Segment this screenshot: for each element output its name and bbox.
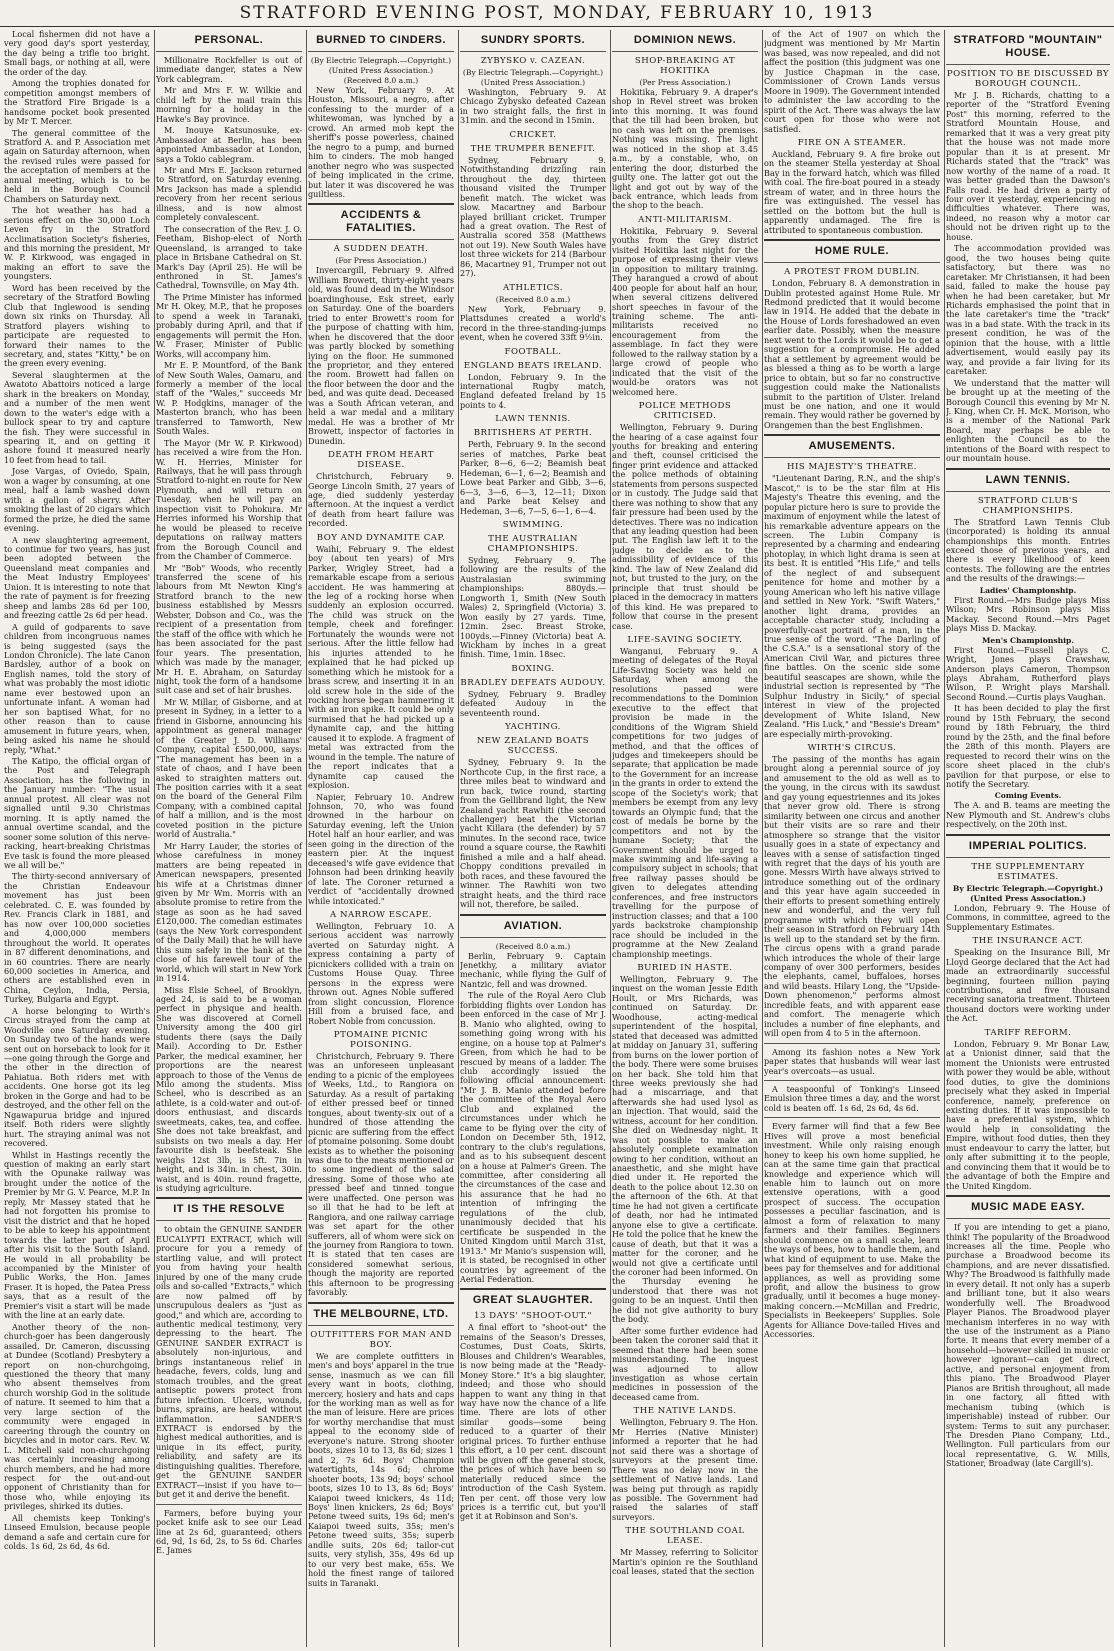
paragraph: M. Inouye Katsunosuke, ex-Ambassador at Berlin, has been appointed Ambassador at London, says a Tokio cablegram. [156,125,302,164]
paragraph: Wellington, February 9. The inquest on the woman Jessie Edith Hoult, or Mrs Richards, was continued on Saturday. Dr. Woodhouse, acting-medical superintendent of the hospital, stated that deceased was admitted at midday on January 31, suffering from burns on the lower portion of the body. There were some bruises on her back. She told him that three weeks previously she had had a miscarriage, and that afterwards she had used lysol as an injection. That would, said the witness, account for her condition. She died on Wednesday night. It was not possible to make an absolutely complete examination owing to her condition, without an anaesthetic, and she might have died under it. He reported the death to the police about 12.30 on the afternoon of the 6th. At that time he had not given a certificate of death, nor had he intimated anyone else to give a certificate. He told the police that he knew the cause of death, but that it was a matter for the coroner, and he would not give a certificate until the coroner had been informed. On the Thursday evening he understood that there was not going to be an inquest. Until then he did not give authority to bury the body. [612,973,758,1325]
divider [764,457,940,458]
subheading: FIRE ON A STEAMER. [797,137,907,148]
subheading: POLICE METHODS CRITICISED. [638,401,732,422]
divider [308,239,454,240]
column-dominion-news [612,30,763,1647]
subheading: OUTFITTERS FOR MAN AND BOY. [310,1329,452,1350]
advert-heading-melbourne: THE MELBOURNE, LTD. [313,1307,449,1320]
subheading: Ladies' Championship. [979,585,1077,595]
advert-heading-music: MUSIC MADE EASY. [971,1201,1085,1214]
advert-text: A teaspoonful of Tonking's Linseed Emulsion three times a day, and the worst cold is beaten off. 1s 6d, 2s 6d, 4s 6d. [764,1083,940,1113]
subheading: THE AUSTRALIAN CHAMPIONSHIPS. [487,533,579,554]
paragraph: The thirty-second anniversary of the Christian Endeavour movement has just been celebrated. C. E. was founded by Rev. Francis Clark in 1881, and has now over 100,000 societies and 4,000,000 members throughout the world. It operates in 87 different denominations, and in 60 countries. There are nearly 60,000 societies in America, and others are established even in China, Ceylon, India, Persia, Turkey, Bulgaria and Egypt. [4,871,150,1005]
paragraph: Invercargill, February 9. Alfred William Browett, thirty-eight years old, was found dead in the Windsor boardinghouse, Esk street, early on Saturday. One of the boarders tried to enter Browett's room for the purpose of chatting with him, when he discovered that the door was partly blocked by something lying on the floor. He summoned the proprietor, and they entered the room. Browett had fallen on the floor between the door and the bed, and was quite dead. Deceased was a South African veteran, and held a war medal and a military medal. He was a brother of Mr Browett, inspector of factories in Dunedin. [308,265,454,446]
received-time: (Received 8.0 a.m.) [343,76,419,85]
divider [946,1218,1110,1219]
divider [460,914,606,916]
subheading: BRITISHERS AT PERTH. [473,428,593,439]
divider [764,434,940,436]
subheading: LIFE-SAVING SOCIETY. [627,635,743,646]
column-burned-to-cinders [308,30,459,1647]
subheading: CRICKET. [509,129,557,140]
paragraph: Washington, February 9. At Chicago Zybysko defeated Cazean in two straight falls, the first in 31min. and the second in 15min. [460,87,606,126]
paragraph: Mr Massey, referring to Solicitor Martin's opinion re the Southland coal leases, stated that the section [612,1547,758,1577]
column-home-rule-amusements [764,30,945,1647]
paragraph: All chemists keep Tonking's Linseed Emulsion, because people demand a safe and certain cure for colds. 1s 6d, 2s 6d, 4s 6d. [4,1512,150,1552]
paragraph: Wanganui, February 9. A meeting of delegates of the Royal Life-Saving Society was held on Saturday, when among the resolutions passed were recommendations to the Dominion executive to the effect that provision be made in the conditions of the Wigram Shield competitions for two judges of method, and that the offices of judges and timekeepers should be separate; that application be made to the Government for an increase in the grants in order to extend the scope of the Society's work; that members be exempt from any levy towards an Olympic fund; that the cost of medals be borne by the competitors and not by the humane Society; that the Government should be urged to make swimming and life-saving a compulsory subject in schools; that free railway passes should be given to delegates attending conferences, and free instructors travelling for the purpose of instruction classes; and that a 100 yards backstroke championship race should be included in the programme at the New Zealand championship meetings. [612,646,758,959]
subheading: THE INSURANCE ACT. [972,936,1084,947]
subheading: NEW ZEALAND BOATS SUCCESS. [476,736,590,757]
paragraph: Local fishermen did not have a very good day's sport yesterday, the day being a trifle too bright. Small bags, or nothing at all, were the order of the day. [4,30,150,77]
subheading: THE SOUTHLAND COAL LEASE. [625,1526,745,1547]
section-heading-mountain-house: STRATFORD "MOUNTAIN" HOUSE. [953,34,1103,59]
advert-text: If you are intending to get a piano, think! The popularity of the Broadwood increases all the time. People who purchase a Broadwood become its champions, and are never dissatisfied. Why? The Broadwood is faithfully made in every detail. It not only has a superb and brilliant tone, but it also wears wonderfully well. The Broadwood Player Pianos. The Broadwood player mechanism interferes in no way with the use of the instrument as a Piano forte. It means that every member of a household—however skilled in music or however ignorant—can get direct, active, and personal enjoyment from this piano. The Broadwood Player Pianos are British throughout, all made in one factory, all fitted with mechanism tubing (which is imperishable) instead of rubber. Our system: Terms to suit any purchaser. The Dresden Piano Company, Ltd., Wellington. Full particulars from our local representative, G. W. Mills, Stationer, Broadway (late Cargill's). [946,1222,1110,1469]
divider [764,1080,940,1081]
subheading: THE TRUMPER BENEFIT. [470,143,596,154]
subheading: 13 DAYS' "SHOOT-OUT." [474,1311,592,1322]
paragraph: "Lieutenant Daring, R.N., and the ship's Mascot," is to be the star film at His Majesty's Theatre this evening, and the popular picture hero is sure to provide the maximum of enjoyment while the latest of his remarkable adventure appears on the screen. The Lubin Company is represented by a charming and endearing photoplay, in which light drama is seen at its best. It is entitled "His Life," and tells of the neglect of and subsequent penitence for home and mother by a young American who left his native village and settled in New York. "Swift Waters," another light drama, provides an acceptable character study, including a powerfully-cast portrait of a man, in the true sense of the word. "The Darling of the C.S.A." is a sensational story of the American Civil War, and pictures three fine battles. On the scenic side some beautiful seascapes are shown, while the industrial section is represented by "The Sulphur Industry in Sicily," of special interest in view of the projected development of White Island, New Zealand. "His Luck," and "Bessie's Dream" are especially mirth-provoking. [764,473,940,739]
paragraph: New York, February 9. At Houston, Missouri, a negro, after confessing to the murder of a whitewoman, was lynched by a crowd. An armed mob kept the sheriff's posse powerless, chained the negro to a pump, and burned him to cinders. The mob hanged another negro who was suspected of being implicated in the crime, but later it was discovered he was guiltless. [308,85,454,199]
paragraph: It has been decided to play the first round by 15th February, the second round by 18th February, the third round by the 25th, and the final before the 28th of this month. Players are requested to record their wins on the score sheet placed in the club's pavilion for that purpose, or else to notify the Secretary. [946,703,1110,789]
subheading: BRADLEY DEFEATS AUDOUY. [460,677,606,688]
paragraph: The consecration of the Rev. J. O. Feetham, Bishop-elect of North Queensland, is arranged to take place in Brisbane Cathedral on St. Mark's Day (April 25). He will be enthroned in St. James's Cathedral, Townsville, on May 4th. [156,223,302,291]
divider [946,468,1110,470]
divider [460,937,606,938]
subheading: DEATH FROM HEART DISEASE. [328,450,434,471]
column-mountain-house [946,30,1110,1647]
paragraph: Sydney, February 9. In the Northcote Cup, in the first race, a three miles beat to windward and run back, twice round, starting from the Gellibrand light, the New Zealand yacht Rawhiti (the second challenger) beat the Victorian yacht Killara (the defender) by 57 minutes. In the second race, twice round a square course, the Rawhiti finished a mile and a half ahead. Choppy conditions prevailed in both races, and these favoured the winner. The Rawhiti won two straight heats, and the third race will not, therefore, be sailed. [460,757,606,910]
paragraph: Whilst in Hastings recently the question of making an early start with the Opunake railway was brought under the notice of the Premier by Mr G. V. Pearce, M.P. In reply, Mr Massey stated that he had not forgotten his promise to visit the district and that he hoped to be able to keep his appointment towards the latter part of April after his visit to the South Island. He would in all probability be accompanied by the Minister of Public Works, the Hon. James Fraser. It is hoped, the Patea Press says, that as a result of the Premier's visit a start will be made with the line at an early date. [4,1149,150,1321]
paragraph: Mr E. P. Mountford, of the Bank of New South Wales, Oamaru, and formerly a member of the local staff of the "Wales," succeeds Mr W. P. Hodgkins, manager of the Masterton branch, who has been transferred to Tamworth, New South Wales. [156,360,302,437]
subheading: HIS MAJESTY'S THEATRE. [787,462,917,473]
paragraph: The Katipo, the official organ of the Post and Telegraph Association, has the following in the January number: "The usual annual protest. All clear was not signalled until 9.30 Christmas morning. It is aptly named the annual overtime scandal, and the sooner some solution of this nerve-racking, heart-breaking Christmas Eve task is found the more pleased we all will be." [4,755,150,870]
paragraph: A guild of godparents to save children from incongruous names is being suggested (says the London Chronicle). The late Canon Bardsley, author of a book on English names, told the story of what was probably the most idiotic name ever bestowed upon an unfortunate infant. A woman had her son baptised What, for no other reason than to cause amusement in future years, when, being asked his name he should reply, "What." [4,621,150,755]
section-heading-personal: PERSONAL. [194,34,264,46]
divider [308,203,454,205]
paragraph: Sydney, February 9. Notwithstanding drizzling rain throughout the day, thirteen thousand visited the Trumper benefit match. The wicket was slow. Macartney and Barbour played brilliant cricket. Trumper had a great ovation. The Rest of Australia scored 358 (Matthews not out 19). New South Wales have lost three wickets for 214 (Barbour 86, Macartney 91, Trumper not out 27). [460,154,606,279]
press-credit: (Per Press Association.) [639,78,731,87]
paragraph: Mr Harry Lauder, the stories of whose carefulness in money matters are being repeated in American newspapers, presented his wife at a Christmas dinner given by Mr Wm. Morris with an absolute promise to retire from the stage as soon as he had saved £120,000. The comedian estimates (says the New York correspondent of the Daily Mail) that he will have this sum safely in the bank at the close of his farewell tour of the world, which will start in New York in 1914. [156,840,302,984]
subheading: BOY AND DYNAMITE CAP. [316,532,446,543]
paragraph: London, February 9. The House of Commons, in committee, agreed to the Supplementary Estimates. [946,902,1110,932]
paragraph: First Round.—Mrs Budge plays Miss Wilson; Mrs Robinson plays Miss Mackay. Second Round.—Mrs Paget plays Miss D. Mackay. [946,594,1110,634]
paragraph: Word has been received by the secretary of the Stratford Bowling Club that Inglewood is sending down six rinks on Thursday. All Stratford players wishing to participate are requested to forward their names to the secretary, and, states "Kitty," be on the green every evening. [4,282,150,369]
paragraph: Speaking on the Insurance Bill, Mr Lloyd George declared that the Act had made an extraordinarily successful beginning, fourteen million paying contributions, and five thousand receiving sanatoria treatment. Thirteen thousand doctors were working under the Act. [946,947,1110,1024]
paragraph: Among the trophies donated for competition amongst members of the Stratford Fire Brigade is a handsome pocket book presented by Mr T. Mercer. [4,78,150,127]
section-heading-accidents: ACCIDENTS & FATALITIES. [340,209,422,235]
subheading: LAWN TENNIS. [495,414,571,425]
advert-text: to obtain the GENUINE SANDER EUCALYPTI EXTRACT, which will procure for you a remedy of startling value, and will protect you from having your health injured by one of the many crude oils and so-called "Extracts," which are now palmed off by unscrupulous dealers as "just as good," and which are, according to authentic medical testimony, very depressing to the heart. The GENUINE SANDER EXTRACT is absolutely non-injurious, and brings instantaneous relief in headache, fevers, colds, lung and stomach troubles, and the great antiseptic powers protect from future infection. Ulcers, wounds, burns, sprains, are healed without inflammation. SANDER'S EXTRACT is endorsed by the highest medical authorities, and is unique in its effect, purity, reliability, and safety are its distinguishing qualities. Therefore, get the GENUINE SANDER EXTRACT—insist if you have to—but get it and derive the benefit. [156,1224,302,1500]
subheading: BURIED IN HASTE. [637,962,733,973]
divider [460,1288,606,1290]
paragraph: The passing of the months has again brought along a perennial source of joy and amusement to the old as well as to the young, in the circus with its sawdust and gay young equestriennes and its jokes that never grow old. There is strong similarity between one circus and another but their visits are so rare and their atmosphere so strange that the visitor usually goes in a state of expectancy and leaves with a sense of satisfaction tinged with regret that the days of his youth are gone. Messrs Wirth have always strived to introduce something out of the ordinary and this year have again succeeded in their efforts to present something entirely new and wonderful, and the very full programme with which they will open their season in Stratford on February 14th is well up to the standard set by the firm. The circus opens with a grand parade which introduces the whole of their large company of over 300 performers, besides the elephants, camel, buffaloes, horses and wild beasts. Hilary Long, the "Upside-Down phenomenon," performs almost incredible feats, and with apparent ease and comfort. The menagerie which includes a number of fine elephants, and will open from 4 to 5 in the afternoon. [764,754,940,1039]
column-local-notes [4,30,155,1647]
paragraph: Berlin, February 9. Captain Jenetkhy, a military aviator mechanic, while flying the Gulf of Nantzic, fell and was drowned. [460,950,606,989]
paragraph: of the Act of 1907 on which the judgment was mentioned by Mr Martin was based, was now repealed, and did not affect the position (this judgment was one by Justice Chapman in the case, Commissioner of Crown Lands versus Moore in 1909). The Government intended to administer the law according to the spirit of the Act. There was always the law court open for those who were not satisfied. [764,30,941,134]
paragraph: The Prime Minister has informed Mr H. Okey, M.P., that he proposes to spend a week in Taranaki, probably during April, and that if engagements will permit the Hon. W. Fraser, Minister of Public Works, will accompany him. [156,291,302,359]
paragraph: Mr and Mrs E. Jackson returned to Stratford, on Saturday evening. Mrs Jackson has made a splendid recovery from her recent serious illness, and is now almost completely convalescent. [156,164,302,223]
advert-heading-resolve: IT IS THE RESOLVE [173,1203,285,1216]
subheading: ANTI-MILITARISM. [638,214,732,225]
advert-text: Farmers, before buying your pocket knife ask to see our Lead line at 2s 6d, guaranteed; others 6d, 9d, 1s 6d, 2s, to 5s 6d. Charles E. James [156,1507,302,1556]
divider [308,1325,454,1326]
paragraph: New York, February 9. Plattsdunes created a world's record in the three-standing-jumps event, when he covered 33ft 9½in. [460,303,606,343]
subheading: A SUDDEN DEATH. [333,244,429,255]
paragraph: Wellington, February 9. The Hon. Mr Herries (Native Minister) informed a reporter that he had not said there was a shortage of surveyors at the present time. There was no delay now in the settlement of Native lands. Land was being put through as rapidly as possible. The Government had raised the salaries of staff surveyors. [612,1417,758,1522]
divider [156,1197,302,1199]
newspaper-columns [4,30,1110,1647]
paragraph: Miss Elsie Scheel, of Brooklyn, aged 24, is said to be a woman perfect in physique and health. She was discovered at Cornell University among the 400 girl students there (says the Daily Mail). According to Dr. Esther Parker, the medical examiner, her proportions are the nearest approach to those of the Venus de Milo among the students. Miss Scheel, who is described as an athlete, is a cold-water and out-of-doors enthusiast, and discards sweetmeats, cakes, tea, and coffee. She does not take breakfast, and subsists on two meals a day. Her favourite dish is beefsteak. She weighs 12st 3lb, is 5ft. 7in in height, and is 34in. in chest, 30in. waist, and is 40in. round fragette, is studying agriculture. [156,984,302,1194]
paragraph: Christchurch, February 9. George Lincoln Smith, 27 years of age, died suddenly yesterday afternoon. At the inquest a verdict of death from heart failure was recorded. [308,471,454,529]
section-heading-aviation: AVIATION. [503,919,563,932]
paragraph: Several slaughtermen at the Awatoto Abattoirs noticed a large shark in the breakers on Monday, and a number of the men went down to the water's edge with a bullock spear to try and capture the fish. They were successful in spearing it, and on getting it ashore found it measured nearly 10 feet from head to tail. [4,369,150,465]
section-heading-home-rule: HOME RULE. [814,245,890,258]
telegraph-credit: By Electric Telegraph.—Copyright.) [952,883,1104,893]
divider [156,1220,302,1221]
divider [764,239,940,241]
subheading: SWIMMING. [502,519,564,530]
subheading: Men's Championship. [982,635,1074,645]
masthead: STRATFORD EVENING POST, MONDAY, FEBRUARY 10, 1913 [0,0,1114,27]
section-heading-sports: SUNDRY SPORTS. [480,34,586,46]
paragraph: Among its fashion notes a New York paper states that husbands will wear last year's overcoats—as usual. [764,1046,940,1076]
section-heading-amusements: AMUSEMENTS. [808,440,896,453]
subheading: A PROTEST FROM DUBLIN. [784,267,920,278]
paragraph: The Mayor (Mr W. P. Kirkwood) has received a wire from the Hon. W. H. Herries, Minister for Railways, that he will pass through Stratford to-night en route for New Plymouth, and will return on Tuesday, when he will pay an inspection visit to Pohokura. Mr Herries informed his Worship that he would be pleased to receive deputations on railway matters from the Borough Council and from the Chamber of Commerce. [156,437,302,562]
paragraph: We understand that the matter will be brought up at the meeting of the Borough Council this evening by Mr N. J. King, when Cr. H. McK. Morison, who is a member of the National Park Board, may perhaps be able to enlighten the Council as to the intentions of the Board with respect to our mountain house. [946,377,1110,464]
subheading: STRATFORD CLUB'S CHAMPIONSHIPS. [977,495,1079,516]
received-time: (Received 8.0 a.m.) [495,941,571,951]
divider [156,51,302,52]
paragraph: Sydney, February 9. The following are the results of the Australasian swimming championships: 880yds.—Longworth 1, Smith (New South Wales) 2, Springfield (Victoria) 3. Won easily by 27 yards. Time, 12min. 2sec. Breast Stroke, 100yds.—Finney (Victoria) beat A. Wickham by inches in a great finish. Time, 1min. 18sec. [460,554,606,660]
telegraph-credit: (United Press Association.) [970,893,1086,903]
paragraph: The accommodation provided was good, the two houses being quite satisfactory, but there was no caretaker. Mr Christiansen, it had been said, failed to make the house pay when he had been caretaker, but Mr Richards emphasised the point that in the late caretaker's time the "track" was in a bad state. With the track in its present condition, he was of the opinion that the house, with a little advertisement, would easily pay its way, and provide a fair living for its caretaker. [946,243,1110,377]
paragraph: Waihi, February 9. The eldest boy (about ten years) of Mrs Parker, Wrigley Street, had a remarkable escape from a serious accident. He was hammering at the leg of a rocking horse when suddenly an explosion occurred. The child was struck on the temple, cheek and forefinger. Fortunately the wounds were not serious. After the little fellow had his injuries attended to he explained that he had picked up something which he mistook for a brass screw, and inserting it in an old screw hole in the side of the rocking horse began hammering it with an iron spike. It could be only surmised that he had picked up a dynamite cap, and the hitting caused it to explode. A fragment of metal was extracted from the wound in the temple. The nature of the report indicates that a dynamite cap caused the explosion. [308,543,454,791]
subheading: PTOMAINE PICNIC POISONING. [333,1029,429,1050]
telegraph-credit: (United Press Association.) [480,78,586,87]
divider [764,1117,940,1118]
subheading: ATHLETICS. [503,282,563,293]
advert-text: We are complete outfitters in men's and boys' apparel in the true sense, inasmuch as we can fill every want in boots, clothing, mercery, hosiery and hats and caps for the working man as well as for the man of leisure. Here are prices for worthy merchandise that must appeal to the economy side of everyone's nature. Strong shooter boots, sizes 10 to 13, 8s 6d; sizes 1 and 2, 7s 6d. Boys' Champion watertights, 14s 6d; chrome shooter boots, 13s 9d; boys' school boots, sizes 10 to 13, 8s 6d; Boys' Kaiapoi tweed knickers, 4s 11d; Boys' linen knickers, 2s 6d; Boys' Petone tweed suits, 19s 6d; men's Kaiapoi tweed suits, 35s; men's Petone tweed suits, 35s; superb andlle suits, 20s 6d; tailor-cut suits, very stylish, 35s, 49s 6d up to our very best make, 65s. We hold the finest range of tailored suits in Taranaki. [308,1350,454,1588]
paragraph: A horse belonging to Wirth's Circus strayed from the camp at Woodville one Saturday evening. On Sunday two of the hands were sent out on horseback to look for it—one going through the Gorge and the other in the direction of Pahiatua. Both riders met with accidents. One horse got its leg broken in the Gorge and had to be destroyed, and the other fell on the Ngawapurua bridge and injured itself. Both riders were slightly hurt. The straying animal was not recovered. [4,1005,150,1149]
paragraph: Napier, February 10. Andrew Johnson, 70, who was found drowned in the harbour on Saturday evening, left the Union Hotel half an hour earlier, and was seen going in the direction of the eastern pier. At the inquest deceased's wife gave evidence that Johnson had been drinking heavily of late. The Coroner returned a verdict of "accidentally drowned while intoxicated." [308,791,454,906]
section-heading-dominion: DOMINION NEWS. [633,34,737,46]
subheading: FOOTBALL. [504,346,562,357]
divider [156,1504,302,1505]
subheading: POSITION TO BE DISCUSSED BY BOROUGH COUNCIL. [946,69,1110,89]
paragraph: Hokitika, February 9. A draper's shop in Revel street was broken into this morning. It was found that the till had been broken, but no cash was left on the premises. Nothing was missing. The light was noticed in the shop at 3.45 a.m., by a constable, who, on entering the door, disturbed the guilty one. The latter got out the light and got out by way of the back entrance, which leads from the shop to the beach. [612,87,758,211]
paragraph: Perth, February 9. In the second series of matches, Parke beat Parker, 8—6, 6—2; Beamish beat Hedeman, 6—1, 6—2; Beamish and Lowe beat Parker and Gibb, 3—6, 6—3, 3—6, 6—3, 12—11; Dixon and Parke beat Kelsey and Hedeman, 3—6, 7—5, 6—1, 6—4. [460,439,606,516]
paragraph: London, February 9. Mr Bonar Law, at a Unionist dinner, said that the moment the Unionists were entrusted with power they would be able, without food duties, to give the dominions precisely what they asked in Imperial conference, namely, preference on existing duties. If it was impossible to have a preferential system, which would help in consolidating the Empire, without food duties, then they must endeavour to carry the latter, but only after submitting it to the people, and convincing them that it would be to the advantage of both the Empire and the United Kingdom. [946,1038,1110,1191]
paragraph: The A. and B. teams are meeting the New Plymouth and St. Andrew's clubs respectively, on the 20th inst. [946,800,1110,830]
paragraph: London, February 9. In the international Rugby match, England defeated Ireland by 15 points to 4. [460,371,606,410]
paragraph: The hot weather has had a serious effect on the 30,000 Loch Leven fry in the Stratford Acclimatisation Society's fisheries, and this morning the president, Mr W. P. Kirkwood, was engaged in making an effort to save the youngsters. [4,205,150,282]
divider [764,1043,940,1044]
paragraph: Another theory of the non-church-goer has been dangerously assailed. Dr. Cameron, discussing at Dundee (Scotland) Presbytery a report on non-churchgoing, questioned the theory that many who absent themselves from church worship God in the solitude of nature. It seemed to him that a very large section of the community were engaged in careering through the country on bicycles and in motor cars. Rev. W. L. Mitchell said non-churchgoing was certainly increasing among church members, and he had more respect for the out-and-out opponent of Christianity than for those who, while enjoying its privileges, shirked its duties. [4,1321,150,1512]
subheading: ENGLAND BEATS IRELAND. [463,360,603,371]
advert-heading-slaughter: GREAT SLAUGHTER. [472,1294,594,1307]
column-sundry-sports [460,30,611,1647]
column-personal [156,30,307,1647]
divider [946,64,1110,65]
paragraph: A new slaughtering agreement, to continue for two years, has just been adopted between the Queensland meat companies and the Meat Industry Employees' Union. It is interesting to note that the rate of payment is for freezing sheep and lambs 28s 6d per 100, and freezing cattle 2s 6d per head. [4,534,150,621]
paragraph: Jose Vargas, of Oviedo, Spain, won a wager by consuming, at one meal, half a lamb washed down with a gallon of sherry. After smoking the last of 20 cigars which formed the prize, he died the same evening. [4,466,150,534]
section-heading-imperial-politics: IMPERIAL POLITICS. [968,839,1088,852]
advert-text: Every farmer will find that a few Bee Hives will prove a most beneficial investment. While only raising enough honey to keep his own home supplied, he can at the same time gain that practical knowledge and experience which will enable him to launch out on more extensive operations, with a good prospect of success. The occupation possesses a peculiar fascination, and is almost a form of relaxation to many farmers and their families. Beginners should commence on a small scale, learn the ways of bees, how to handle them, and what kind of equipment to use. Make the bees pay for themselves and for additional appliances, as well as providing some profit, and allow the business to grow gradually, until it becomes a huge money-making concern.—McMillan and Fredric, Specialists in Beekeepers' Supplies. Sole Agents for Alliance Dove-tailed Hives and Accessories. [764,1121,940,1340]
divider [308,1302,454,1304]
divider [460,51,606,52]
divider [764,262,940,263]
paragraph: The Stratford Lawn Tennis Club (incorporated) is holding its annual championships this month. Entries exceed those of previous years, and there is every likelihood of keen contests. The following are the entries and the results of the drawings:— [946,516,1110,584]
divider [612,51,758,52]
paragraph: Wellington, February 9. During the hearing of a case against four youths for breaking and entering and theft, counsel criticised the finger print evidence and attacked the police methods of obtaining statements from persons suspected or in custody. The Judge said that there was nothing to show that any fair pressure had been used by the detectives. There was no indication that any leading question had been put. The English law left it to the judge to decide as to the admissibility of evidence of this kind. The law of New Zealand did not, but trusted to the jury, on the principle that trust should be placed in the democracy in matters of this kind. He was prepared to follow that course in the present case. [612,422,758,631]
subheading: BOXING. [511,663,555,674]
divider [946,834,1110,836]
section-heading-burned: BURNED TO CINDERS. [316,34,446,46]
paragraph: First Round.—Fussell plays C. Wright, Jones plays Crawshaw, Anderson plays Cameron, Thompson plays Abraham, Rutherford plays Wilson, P. Wright plays Marshall. Second Round.—Curtis plays Vaughan. [946,644,1110,702]
subheading: Coming Events. [994,791,1062,801]
press-credit: (For Press Association.) [335,256,427,266]
section-heading-lawn-tennis: LAWN TENNIS. [985,473,1071,486]
subheading: THE NATIVE LANDS. [633,1406,737,1417]
subheading: A NARROW ESCAPE. [330,909,432,920]
divider [946,491,1110,492]
paragraph: Wellington, February 10. A serious accident was narrowly averted on Saturday night. A express containing a party of picnickers collided with a train on Customs House Quay. Three persons in the express were thrown out. Agnes Noble suffered from slight concussion, Florence Hill from a bruised face, and Robert Noble from concussion. [308,920,454,1026]
paragraph: Christchurch, February 9. There was an unforeseen unpleasant ending to a picnic of the employees of Weeks, Ltd., to Rangiora on Saturday. As a result of partaking of either pressed beef or tinned tongues, about twenty-six out of a hundred of those attending the picnic are suffering from the effect of ptomaine poisoning. Some doubt exists as to whether the poisoning was due to the meats mentioned or to some ingredient of the salad dressing. Some of those who ate pressed beef and tinned tongue were unaffected. One person was so ill that he had to be left at Rangiora, and one railway carriage was set apart for the other sufferers, all of whom were sick on the journey from Rangiora to town. It is stated that ten cases are considered somewhat serious, though the majority are reported this afternoon to be progressing favorably. [308,1050,454,1298]
subheading: ZYBYSKO v. CAZEAN. [480,56,586,66]
paragraph: The rule of the Royal Aero Club forbidding flights over London has been enforced in the case of Mr J. B. Manio who alighted, owing to something going wrong with his engine, on a house top at Palmer's Green, from which he had to be rescued by means of a ladder. The club accordingly issued the following official announcement: "Mr J. B. Manio attended before the committee of the Royal Aero Club and explained the circumstances under which he came to be flying over the city of London on December 5th, 1912, contrary to the club's regulations, and as to his subsequent descent on a house at Palmer's Green. The committee, after considering all the circumstances of the case and his assurance that he had no intention of infringing the regulations of the club, unanimously decided that his certificate be suspended in the United Kingdom until March 31st, 1913." Mr Manio's suspension will, it is stated, be recognised in other countries by agreement of the Aerial Federation. [460,990,606,1284]
subheading: THE SUPPLEMENTARY ESTIMATES. [971,861,1085,882]
received-time: (Received 8.0 a.m.) [495,294,571,304]
paragraph: The general committee of the Stratford A. and P. Association met again on Saturday afternoon, when the revised rules were passed for the acceptation of members at the annual meeting, which is to be held in the Borough Council Chambers on Saturday next. [4,127,150,204]
subheading: TARIFF REFORM. [984,1027,1072,1038]
telegraph-credit: (By Electric Telegraph.—Copyright.) [462,68,604,77]
divider [308,51,454,52]
divider [946,1195,1110,1197]
paragraph: Hokitika, February 9. Several youths from the Grey district visited Hokitika last night for the purpose of expressing their views in opposition to military training. They harangued a crowd of about 400 people for about half an hour, when several citizens delivered short speeches in favour of the training scheme. The anti-militarists received no encouragement from the assemblage. In fact they were followed to the railway station by a large crowd of people who indicated that the visit of the would-be orators was not welcomed here. [612,225,758,397]
paragraph: Mr "Bob" Woods, who recently transferred the scene of his labours from Mt Newton King's Stratford branch to the new business established by Messrs Webster, Dobson and Co., was the recipient of a presentation from the staff of the office with which he has been associated for the past four years. The presentation, which was made by the manager, Mr H. E. Abraham, on Saturday night, took the form of a handsome suit case and set of hair brushes. [156,562,302,696]
subheading: SHOP-BREAKING AT HOKITIKA [634,56,736,76]
paragraph: Millionaire Rockfeller is out of immediate danger, states a New York cablegram. [156,55,302,84]
paragraph: Mr J. B. Richards, chatting to a reporter of the "Stratford Evening Post" this morning, referred to the Stratford Mountain House, and remarked that it was a very great pity that the house was not made more popular than it is at present. Mr Richards stated that the "track" was now worthy of the name of a road. It was better graded than the Dawson's Falls road. He had driven a party of four over it yesterday, experiencing no difficulties whatever. There was, indeed, no reason why a motor car should not be driven right up to the house. [946,90,1110,242]
paragraph: Sydney, February 9. Bradley defeated Audouy in the seventeenth round. [460,688,606,718]
paragraph: Mr and Mrs F. W. Wilkie and child left by the mail train this morning for a holiday in the Hawke's Bay province. [156,85,302,124]
paragraph: Auckland, February 9. A fire broke out on the steamer Stella yesterday at Shoal Bay in the forward hatch, which was filled with coal. The fire-boat poured in a steady stream of water, and in three hours the fire was extinguished. The vessel has settled on the bottom but the hull is apparently undamaged. The fire is attributed to spontaneous combustion. [764,148,940,235]
divider [946,857,1110,858]
paragraph: London, February 8. A demonstration in Dublin protested against Home Rule. Mr Redmond predicted that it would become law in 1914. He added that the debate in the House of Lords foreshadowed an even earlier date. Possibly, when the measure next went to the Lords it would be to get a suggestion for a compromise. He added that a settlement by agreement would be as blessed a thing as to be worth a large price to obtain, but so far no constructive suggestion could make the Nationalists submit to the partition of Ulster. Ireland must be one nation, and one it would remain. They would rather be governed by Orangemen than the best Englishmen. [764,278,940,430]
subheading: WIRTH'S CIRCUS. [807,743,897,753]
paragraph: After some further evidence had been taken the coroner said that it seemed that there had been some misunderstanding. The inquest was adjourned to allow investigation as whose certain medicines in possession of the deceased came from. [612,1325,758,1402]
telegraph-credit: (By Electric Telegraph.—Copyright.) [310,56,452,65]
telegraph-credit: (United Press Association.) [328,66,434,75]
paragraph: Mr W. Millar, of Gisborne, and at present in Sydney, in a letter to a friend in Gisborne, announcing his appointment as general manager of the Greater J. D. Williams' Company, capital £500,000, says: "The management has been in a state of chaos, and I have been asked to straighten matters out. The position carries with it a seat on the board of the General Film Company, with a combined capital of half a million, and is the most coveted position in the picture world of Australia." [156,696,302,840]
advert-text: A final effort to "shoot-out" the remains of the Season's Dresses, Costumes, Dust Coats, Skirts, Blouses and Children's Wearables, is now being made at the "Ready-Money Store." It's a big slaughter, indeed; and those who should happen to want any thing in that way have now the chance of a life time. There are lots of other similar goods—some being reduced to a quarter of their original prices. To further enthuse this effort, a 10 per cent. discount will be given off the general stock, the prices of which have been so materially reduced since the introduction of the Cash System. Ten per cent. off those very low prices is a terrific cut, but you'll get it at Robinson and Son's. [460,1322,606,1522]
subheading: YACHTING. [505,722,561,733]
